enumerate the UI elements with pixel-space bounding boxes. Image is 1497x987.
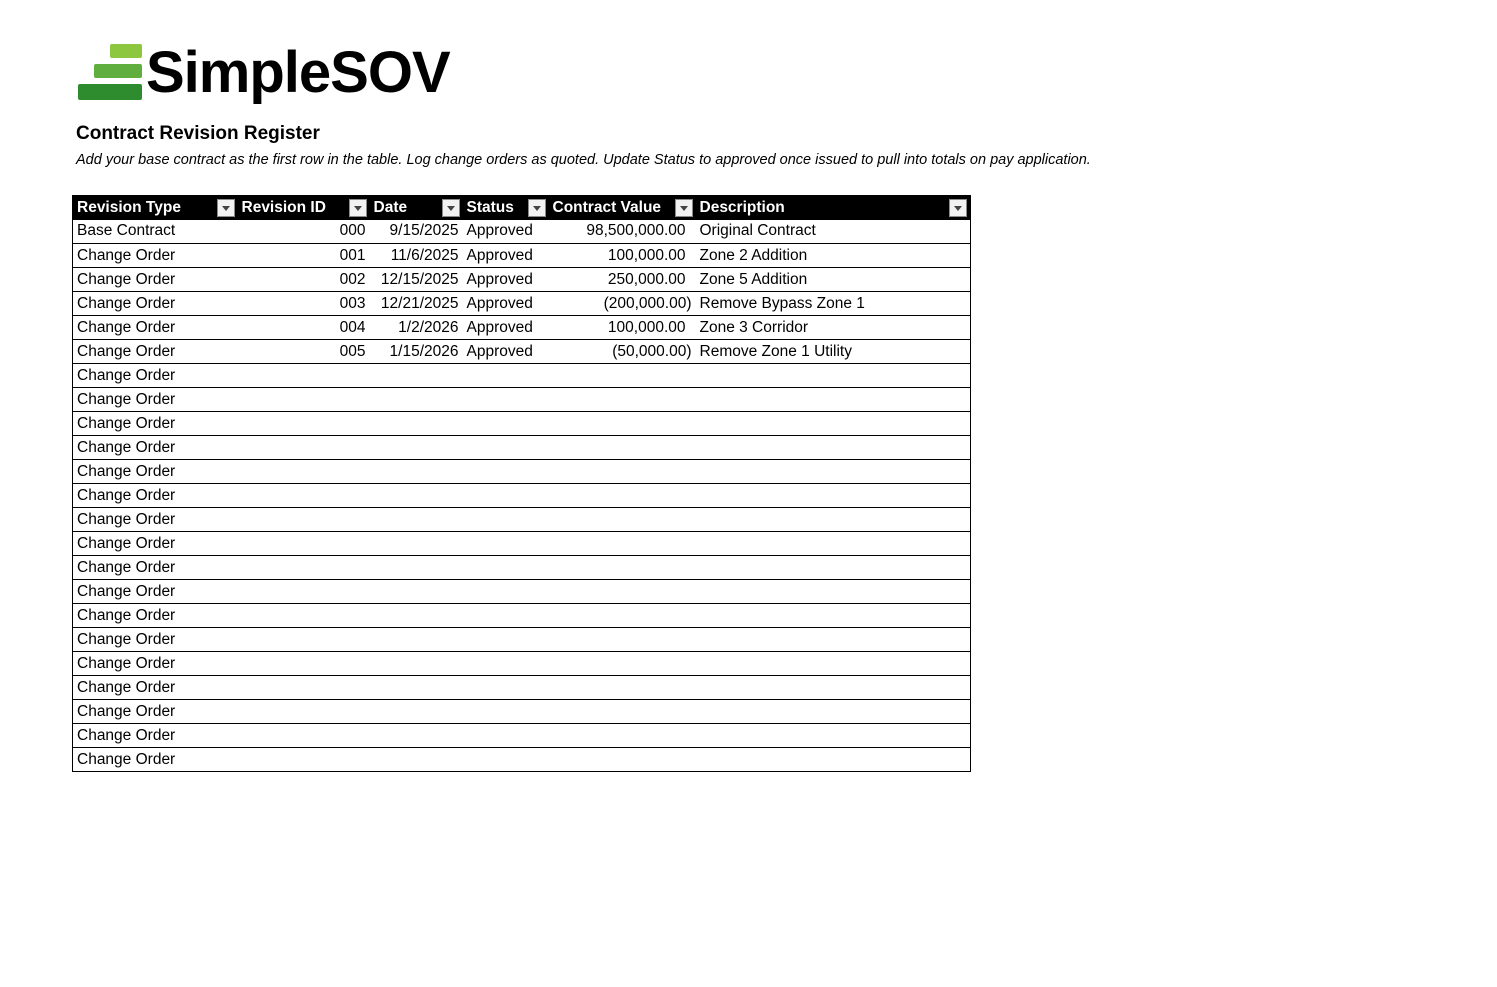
table-row	[73, 676, 971, 700]
cell-contract-value[interactable]	[549, 460, 696, 484]
cell-revision-type[interactable]: Change Order	[73, 700, 238, 724]
logo-bar-bottom	[78, 84, 142, 100]
cell-status[interactable]	[463, 484, 549, 508]
cell-contract-value[interactable]	[549, 604, 696, 628]
cell-date[interactable]	[370, 388, 463, 412]
cell-date[interactable]	[370, 700, 463, 724]
column-header-revision-type[interactable]	[73, 196, 238, 220]
cell-revision-id[interactable]: 004	[238, 316, 370, 340]
cell-status[interactable]: Approved	[463, 316, 549, 340]
cell-revision-id[interactable]	[238, 388, 370, 412]
column-header-label: Description	[699, 198, 785, 216]
cell-date[interactable]	[370, 580, 463, 604]
cell-contract-value[interactable]	[549, 484, 696, 508]
cell-description[interactable]	[696, 508, 971, 532]
cell-status[interactable]: Approved	[463, 292, 549, 316]
cell-revision-type[interactable]: Change Order	[73, 604, 238, 628]
table-row	[73, 412, 971, 436]
cell-status[interactable]	[463, 652, 549, 676]
cell-revision-id[interactable]: 002	[238, 268, 370, 292]
cell-revision-type[interactable]: Change Order	[73, 244, 238, 268]
cell-revision-id[interactable]: 003	[238, 292, 370, 316]
cell-status[interactable]	[463, 724, 549, 748]
filter-dropdown-icon[interactable]	[217, 199, 235, 217]
cell-description[interactable]	[696, 652, 971, 676]
cell-date[interactable]	[370, 412, 463, 436]
cell-date[interactable]	[370, 652, 463, 676]
table-row	[73, 244, 971, 268]
cell-description[interactable]	[696, 700, 971, 724]
column-header-status[interactable]	[463, 196, 549, 220]
cell-date[interactable]	[370, 484, 463, 508]
cell-revision-type[interactable]: Change Order	[73, 748, 238, 772]
cell-date[interactable]	[370, 628, 463, 652]
cell-date[interactable]	[370, 436, 463, 460]
table-row	[73, 316, 971, 340]
cell-status[interactable]	[463, 604, 549, 628]
cell-revision-id[interactable]: 001	[238, 244, 370, 268]
table-row	[73, 604, 971, 628]
cell-status[interactable]	[463, 532, 549, 556]
table-row	[73, 580, 971, 604]
cell-revision-type[interactable]: Change Order	[73, 268, 238, 292]
cell-revision-type[interactable]: Change Order	[73, 532, 238, 556]
cell-description[interactable]	[696, 676, 971, 700]
cell-revision-type[interactable]: Change Order	[73, 460, 238, 484]
filter-dropdown-icon[interactable]	[949, 199, 967, 217]
cell-description[interactable]	[696, 436, 971, 460]
cell-revision-id[interactable]	[238, 484, 370, 508]
cell-contract-value[interactable]	[549, 388, 696, 412]
table-row	[73, 268, 971, 292]
cell-contract-value[interactable]	[549, 508, 696, 532]
cell-description[interactable]: Remove Zone 1 Utility	[696, 340, 971, 364]
cell-contract-value[interactable]	[549, 412, 696, 436]
page-title: Contract Revision Register	[76, 123, 320, 144]
column-header-label: Date	[373, 198, 408, 216]
cell-revision-id[interactable]	[238, 364, 370, 388]
cell-description[interactable]	[696, 556, 971, 580]
filter-dropdown-icon[interactable]	[349, 199, 367, 217]
chevron-down-icon	[447, 206, 455, 211]
cell-revision-id[interactable]	[238, 628, 370, 652]
table-row	[73, 700, 971, 724]
chevron-down-icon	[954, 206, 962, 211]
cell-date[interactable]	[370, 556, 463, 580]
cell-status[interactable]	[463, 364, 549, 388]
table-row	[73, 436, 971, 460]
cell-status[interactable]	[463, 556, 549, 580]
cell-description[interactable]	[696, 748, 971, 772]
cell-description[interactable]	[696, 532, 971, 556]
cell-revision-id[interactable]	[238, 604, 370, 628]
table-row	[73, 556, 971, 580]
cell-description[interactable]	[696, 364, 971, 388]
cell-revision-id[interactable]	[238, 460, 370, 484]
cell-revision-type[interactable]: Change Order	[73, 364, 238, 388]
cell-revision-type[interactable]: Change Order	[73, 652, 238, 676]
cell-contract-value[interactable]: (50,000.00)	[549, 340, 696, 364]
filter-dropdown-icon[interactable]	[675, 199, 693, 217]
chevron-down-icon	[533, 206, 541, 211]
logo-bar-top	[110, 44, 142, 58]
cell-date[interactable]	[370, 604, 463, 628]
cell-status[interactable]	[463, 508, 549, 532]
logo-text: SimpleSOV	[146, 40, 450, 105]
column-header-label: Revision ID	[241, 198, 326, 216]
table-body	[73, 220, 971, 772]
cell-revision-id[interactable]	[238, 724, 370, 748]
table-row	[73, 508, 971, 532]
cell-contract-value[interactable]	[549, 628, 696, 652]
cell-revision-id[interactable]	[238, 508, 370, 532]
cell-description[interactable]	[696, 412, 971, 436]
cell-contract-value[interactable]	[549, 700, 696, 724]
table-row	[73, 652, 971, 676]
cell-description[interactable]: Zone 3 Corridor	[696, 316, 971, 340]
table-row	[73, 388, 971, 412]
cell-revision-type[interactable]: Base Contract	[73, 220, 238, 244]
column-header-label: Status	[466, 198, 514, 216]
cell-contract-value[interactable]	[549, 364, 696, 388]
cell-revision-type[interactable]: Change Order	[73, 628, 238, 652]
cell-description[interactable]	[696, 604, 971, 628]
cell-date[interactable]: 12/21/2025	[370, 292, 463, 316]
table-row	[73, 364, 971, 388]
cell-date[interactable]: 1/15/2026	[370, 340, 463, 364]
cell-description[interactable]	[696, 724, 971, 748]
cell-description[interactable]	[696, 580, 971, 604]
table-row	[73, 292, 971, 316]
cell-contract-value[interactable]	[549, 580, 696, 604]
table-row	[73, 724, 971, 748]
cell-revision-id[interactable]: 005	[238, 340, 370, 364]
cell-status[interactable]	[463, 628, 549, 652]
cell-revision-id[interactable]	[238, 652, 370, 676]
cell-date[interactable]	[370, 460, 463, 484]
table-row	[73, 220, 971, 244]
cell-revision-type[interactable]: Change Order	[73, 436, 238, 460]
cell-status[interactable]: Approved	[463, 220, 549, 244]
header-row	[73, 196, 971, 220]
cell-contract-value[interactable]	[549, 748, 696, 772]
cell-status[interactable]	[463, 748, 549, 772]
column-header-label: Revision Type	[77, 198, 181, 216]
cell-revision-id[interactable]: 000	[238, 220, 370, 244]
simplesov-logo	[78, 36, 450, 106]
cell-contract-value[interactable]	[549, 436, 696, 460]
table-row	[73, 460, 971, 484]
cell-status[interactable]	[463, 412, 549, 436]
cell-contract-value[interactable]	[549, 556, 696, 580]
cell-revision-type[interactable]: Change Order	[73, 316, 238, 340]
cell-date[interactable]: 9/15/2025	[370, 220, 463, 244]
cell-revision-type[interactable]: Change Order	[73, 556, 238, 580]
cell-revision-type[interactable]: Change Order	[73, 292, 238, 316]
cell-date[interactable]: 1/2/2026	[370, 316, 463, 340]
cell-revision-type[interactable]: Change Order	[73, 508, 238, 532]
cell-revision-type[interactable]: Change Order	[73, 388, 238, 412]
cell-revision-type[interactable]: Change Order	[73, 412, 238, 436]
column-header-label: Contract Value	[552, 198, 662, 216]
chevron-down-icon	[680, 206, 688, 211]
page-instructions: Add your base contract as the first row in the table. Log change orders as quoted. Update Status to approved once issued to pull into totals on pay application.	[76, 152, 1091, 168]
cell-revision-id[interactable]	[238, 700, 370, 724]
cell-description[interactable]: Zone 5 Addition	[696, 268, 971, 292]
cell-description[interactable]	[696, 628, 971, 652]
cell-revision-type[interactable]: Change Order	[73, 724, 238, 748]
logo-bar-middle	[94, 64, 142, 78]
cell-date[interactable]	[370, 724, 463, 748]
cell-contract-value[interactable]: (200,000.00)	[549, 292, 696, 316]
cell-date[interactable]: 11/6/2025	[370, 244, 463, 268]
cell-status[interactable]	[463, 436, 549, 460]
cell-contract-value[interactable]	[549, 532, 696, 556]
cell-status[interactable]: Approved	[463, 340, 549, 364]
cell-status[interactable]	[463, 460, 549, 484]
table-header	[73, 196, 971, 220]
cell-revision-id[interactable]	[238, 412, 370, 436]
cell-revision-type[interactable]: Change Order	[73, 676, 238, 700]
filter-dropdown-icon[interactable]	[528, 199, 546, 217]
cell-revision-type[interactable]: Change Order	[73, 484, 238, 508]
cell-revision-id[interactable]	[238, 556, 370, 580]
cell-description[interactable]: Zone 2 Addition	[696, 244, 971, 268]
cell-contract-value[interactable]: 250,000.00	[549, 268, 696, 292]
cell-contract-value[interactable]: 100,000.00	[549, 316, 696, 340]
cell-description[interactable]: Remove Bypass Zone 1	[696, 292, 971, 316]
table-row	[73, 484, 971, 508]
column-header-revision-id[interactable]	[238, 196, 370, 220]
cell-date[interactable]	[370, 676, 463, 700]
cell-description[interactable]	[696, 460, 971, 484]
cell-date[interactable]: 12/15/2025	[370, 268, 463, 292]
cell-revision-id[interactable]	[238, 532, 370, 556]
cell-contract-value[interactable]: 98,500,000.00	[549, 220, 696, 244]
cell-revision-id[interactable]	[238, 436, 370, 460]
table-row	[73, 340, 971, 364]
cell-contract-value[interactable]	[549, 652, 696, 676]
filter-dropdown-icon[interactable]	[442, 199, 460, 217]
cell-description[interactable]: Original Contract	[696, 220, 971, 244]
cell-date[interactable]	[370, 508, 463, 532]
cell-revision-type[interactable]: Change Order	[73, 580, 238, 604]
contract-revision-table	[72, 195, 971, 772]
logo-bars-icon	[78, 40, 144, 102]
cell-contract-value[interactable]: 100,000.00	[549, 244, 696, 268]
cell-status[interactable]: Approved	[463, 244, 549, 268]
table-row	[73, 532, 971, 556]
cell-status[interactable]: Approved	[463, 268, 549, 292]
chevron-down-icon	[354, 206, 362, 211]
cell-status[interactable]	[463, 580, 549, 604]
cell-revision-id[interactable]	[238, 748, 370, 772]
cell-status[interactable]	[463, 388, 549, 412]
column-header-description[interactable]	[696, 196, 971, 220]
chevron-down-icon	[222, 206, 230, 211]
table-row	[73, 628, 971, 652]
cell-revision-id[interactable]	[238, 676, 370, 700]
column-header-contract-value[interactable]	[549, 196, 696, 220]
cell-revision-type[interactable]: Change Order	[73, 340, 238, 364]
cell-description[interactable]	[696, 484, 971, 508]
table-row	[73, 748, 971, 772]
cell-date[interactable]	[370, 364, 463, 388]
cell-status[interactable]	[463, 700, 549, 724]
cell-contract-value[interactable]	[549, 676, 696, 700]
cell-revision-id[interactable]	[238, 580, 370, 604]
cell-status[interactable]	[463, 676, 549, 700]
cell-date[interactable]	[370, 748, 463, 772]
cell-contract-value[interactable]	[549, 724, 696, 748]
cell-date[interactable]	[370, 532, 463, 556]
cell-description[interactable]	[696, 388, 971, 412]
column-header-date[interactable]	[370, 196, 463, 220]
